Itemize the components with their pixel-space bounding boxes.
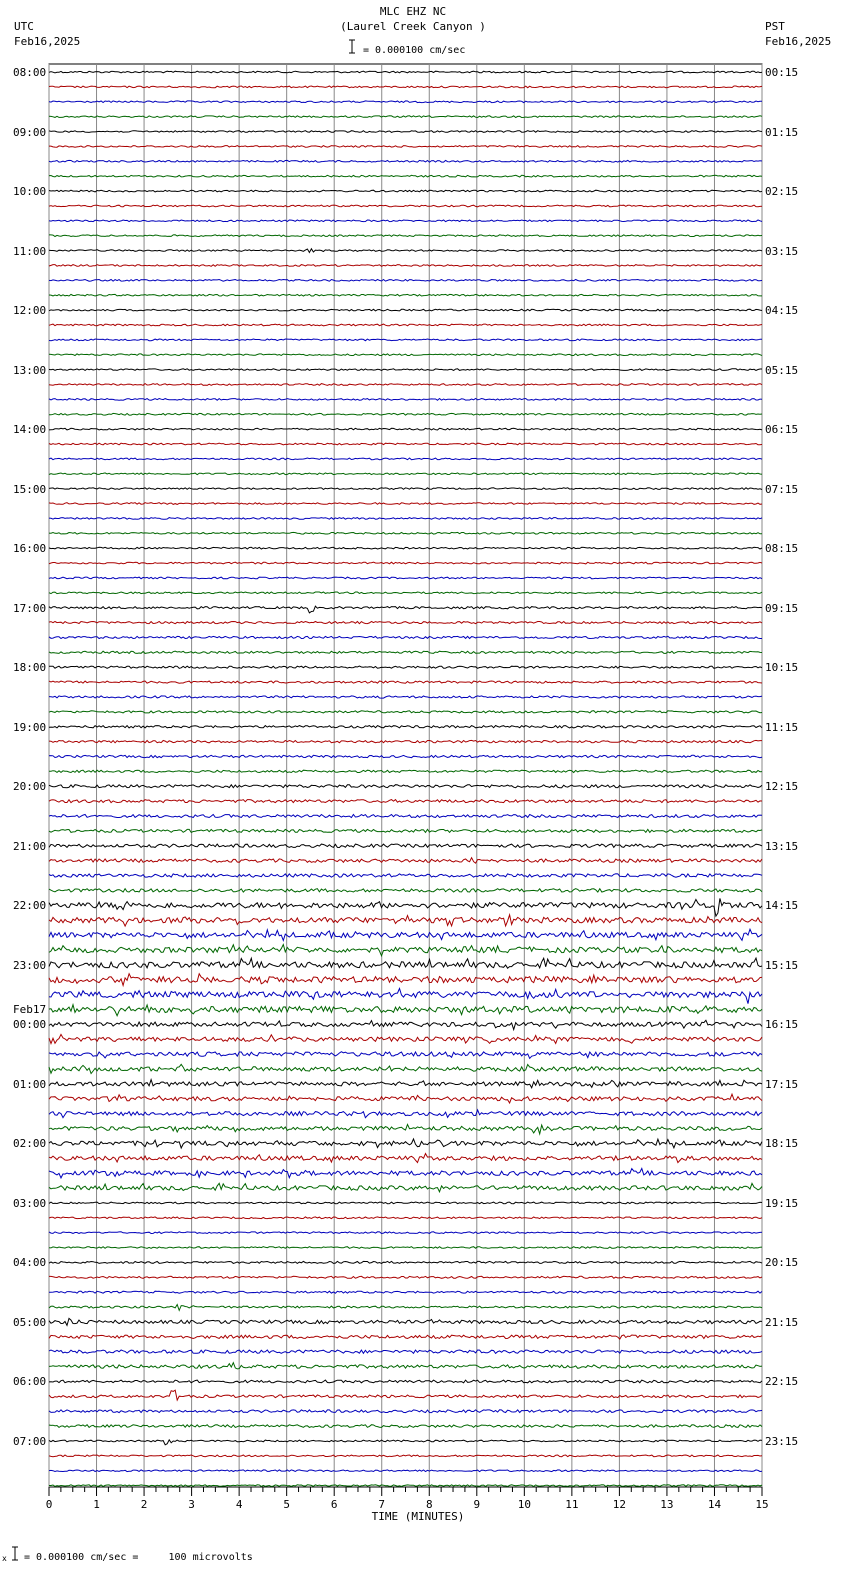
trace-91 [49,1425,762,1428]
pst-hour-label: 06:15 [765,423,799,437]
trace-51 [49,829,762,832]
pst-hour-label: 10:15 [765,661,799,675]
utc-hour-label: 10:00 [13,185,47,199]
pst-hour-label: 12:15 [765,780,799,794]
trace-57 [49,915,762,926]
trace-84 [49,1318,762,1325]
trace-40 [49,666,762,668]
pst-hour-label: 19:15 [765,1196,799,1210]
utc-hour-label: 15:00 [13,482,47,496]
trace-95 [49,1485,762,1487]
trace-59 [49,945,762,956]
utc-hour-label: 01:00 [13,1077,47,1091]
pst-hour-label: 17:15 [765,1077,799,1091]
trace-80 [49,1261,762,1263]
utc-hour-label: 23:00 [13,958,47,972]
trace-6 [49,160,762,162]
x-tick-label: 4 [235,1498,243,1511]
trace-16 [49,309,762,311]
trace-12 [49,249,762,253]
trace-13 [49,265,762,267]
trace-10 [49,220,762,222]
footer-scale-label: = 0.000100 cm/sec = 100 microvolts [24,1552,253,1563]
time-axis [46,1487,769,1511]
trace-70 [49,1110,762,1118]
pst-hour-label: 14:15 [765,899,799,913]
pst-hour-label: 23:15 [765,1434,799,1448]
trace-9 [49,205,762,207]
trace-25 [49,443,762,445]
trace-52 [49,844,762,847]
trace-53 [49,858,762,863]
trace-69 [49,1094,762,1103]
utc-hour-label: 13:00 [13,363,47,377]
x-tick-label: 9 [473,1498,481,1511]
pst-hour-label: 08:15 [765,542,799,556]
trace-27 [49,473,762,475]
trace-65 [49,1034,762,1043]
utc-hour-label: 06:00 [13,1375,47,1389]
trace-24 [49,428,762,430]
pst-hour-label: 07:15 [765,482,799,496]
trace-43 [49,711,762,713]
pst-hour-label: 04:15 [765,304,799,318]
trace-75 [49,1183,762,1192]
footer-marker: x [2,1554,7,1563]
trace-74 [49,1169,762,1178]
utc-hour-label: 17:00 [13,601,47,615]
trace-81 [49,1276,762,1278]
trace-48 [49,785,762,788]
x-tick-label: 0 [45,1498,53,1511]
trace-54 [49,874,762,877]
trace-7 [49,175,762,177]
right-date: Feb16,2025 [765,35,832,48]
utc-hour-label: 05:00 [13,1315,47,1329]
utc-hour-label: 02:00 [13,1137,47,1151]
trace-94 [49,1470,762,1472]
trace-0 [49,71,762,73]
trace-29 [49,503,762,505]
trace-30 [49,518,762,520]
trace-82 [49,1291,762,1293]
pst-hour-label: 22:15 [765,1375,799,1389]
trace-35 [49,592,762,594]
plot-frame [49,64,762,1487]
utc-hour-label: 00:00 [13,1018,47,1032]
utc-hour-label: 20:00 [13,780,47,794]
trace-86 [49,1350,762,1353]
trace-68 [49,1080,762,1088]
utc-hour-label: 16:00 [13,542,47,556]
trace-22 [49,399,762,401]
trace-76 [49,1202,762,1204]
trace-72 [49,1139,762,1148]
trace-93 [49,1455,762,1457]
utc-hour-label: 21:00 [13,839,47,853]
trace-21 [49,384,762,386]
trace-77 [49,1217,762,1219]
trace-88 [49,1380,762,1383]
x-tick-label: 12 [612,1498,627,1511]
trace-28 [49,488,762,490]
x-tick-label: 7 [378,1498,386,1511]
utc-hour-label: 03:00 [13,1196,47,1210]
trace-63 [49,1005,762,1016]
trace-42 [49,696,762,698]
footer-scale-bar-icon [12,1547,18,1560]
trace-87 [49,1363,762,1369]
x-axis-label: TIME (MINUTES) [371,1510,465,1523]
trace-73 [49,1154,762,1163]
left-timezone: UTC [14,20,34,33]
trace-58 [49,929,762,940]
trace-8 [49,190,762,192]
pst-hour-label: 02:15 [765,185,799,199]
trace-33 [49,562,762,564]
trace-49 [49,800,762,803]
trace-67 [49,1064,762,1073]
pst-hour-label: 15:15 [765,958,799,972]
utc-hour-label: 04:00 [13,1256,47,1270]
trace-11 [49,235,762,237]
date-change-label: Feb17 [13,1003,47,1017]
trace-36 [49,606,762,613]
trace-64 [49,1020,762,1029]
trace-71 [49,1124,762,1134]
x-tick-label: 5 [283,1498,290,1511]
x-tick-label: 14 [707,1498,722,1511]
utc-hour-label: 19:00 [13,720,47,734]
trace-79 [49,1247,762,1249]
trace-38 [49,636,762,638]
trace-18 [49,339,762,341]
x-tick-label: 11 [565,1498,579,1511]
trace-2 [49,101,762,103]
x-tick-label: 10 [517,1498,531,1511]
pst-hour-label: 03:15 [765,244,799,258]
x-tick-label: 2 [140,1498,148,1511]
x-tick-label: 8 [425,1498,433,1511]
utc-hour-label: 08:00 [13,66,47,79]
pst-hour-label: 21:15 [765,1315,799,1329]
trace-45 [49,740,762,742]
trace-17 [49,324,762,326]
trace-5 [49,146,762,148]
pst-hour-label: 20:15 [765,1256,799,1270]
trace-31 [49,532,762,534]
x-tick-label: 13 [660,1498,674,1511]
trace-61 [49,974,762,986]
utc-hour-label: 07:00 [13,1434,47,1448]
x-tick-label: 1 [93,1498,100,1511]
trace-47 [49,770,762,772]
trace-92 [49,1440,762,1445]
x-tick-label: 6 [330,1498,338,1511]
trace-4 [49,131,762,133]
utc-hour-label: 22:00 [13,899,47,913]
minute-gridlines [49,64,762,1487]
trace-55 [49,889,762,892]
trace-50 [49,815,762,818]
utc-hour-label: 14:00 [13,423,47,437]
trace-89 [49,1390,762,1400]
trace-32 [49,547,762,549]
header-scale-label: = 0.000100 cm/sec [363,45,466,56]
trace-41 [49,681,762,683]
trace-34 [49,577,762,579]
trace-1 [49,86,762,88]
trace-39 [49,651,762,653]
trace-15 [49,294,762,296]
x-tick-label: 3 [188,1498,195,1511]
trace-78 [49,1232,762,1234]
trace-46 [49,755,762,757]
trace-60 [49,958,762,968]
utc-hour-label: 11:00 [13,244,47,258]
trace-83 [49,1305,762,1311]
trace-37 [49,622,762,624]
trace-14 [49,280,762,282]
pst-hour-label: 05:15 [765,363,799,377]
trace-group [49,71,762,1486]
trace-3 [49,116,762,118]
pst-hour-label: 16:15 [765,1018,799,1032]
utc-hour-label: 12:00 [13,304,47,318]
scale-bar-icon [349,40,355,53]
pst-hour-label: 11:15 [765,720,799,734]
left-date: Feb16,2025 [14,35,81,48]
trace-66 [49,1052,762,1059]
trace-19 [49,354,762,356]
trace-85 [49,1335,762,1339]
right-timezone: PST [765,20,785,33]
x-tick-label: 15 [755,1498,769,1511]
station-location: (Laurel Creek Canyon ) [340,20,486,33]
pst-hour-label: 01:15 [765,125,799,139]
trace-23 [49,413,762,415]
pst-hour-label: 18:15 [765,1137,799,1151]
trace-44 [49,726,762,728]
utc-hour-label: 18:00 [13,661,47,675]
pst-hour-label: 13:15 [765,839,799,853]
trace-90 [49,1410,762,1413]
pst-hour-label: 09:15 [765,601,799,615]
trace-20 [49,369,762,371]
trace-26 [49,458,762,460]
pst-hour-label: 00:15 [765,66,799,79]
station-title: MLC EHZ NC [379,5,447,18]
utc-hour-label: 09:00 [13,125,47,139]
trace-56 [49,898,762,916]
trace-62 [49,989,762,1004]
